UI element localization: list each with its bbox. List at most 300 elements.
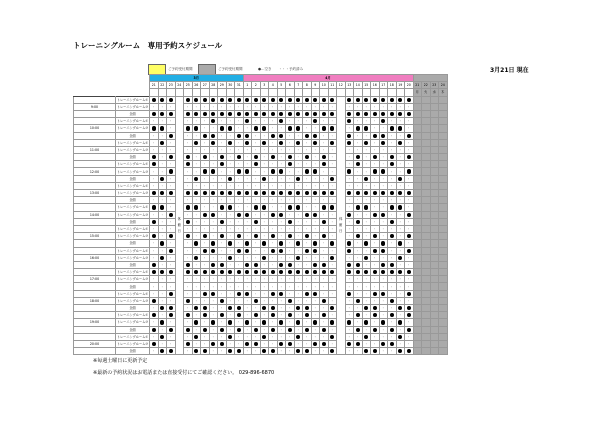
available-slot[interactable] — [320, 326, 329, 333]
available-slot[interactable] — [388, 312, 397, 319]
available-slot[interactable] — [328, 319, 337, 326]
available-slot[interactable] — [371, 190, 380, 197]
available-slot[interactable] — [303, 269, 312, 276]
available-slot[interactable] — [303, 110, 312, 117]
available-slot[interactable] — [158, 139, 167, 146]
available-slot[interactable] — [311, 132, 320, 139]
available-slot[interactable] — [294, 240, 303, 247]
available-slot[interactable] — [362, 240, 371, 247]
available-slot[interactable] — [243, 290, 252, 297]
available-slot[interactable] — [388, 110, 397, 117]
available-slot[interactable] — [218, 190, 227, 197]
available-slot[interactable] — [303, 211, 312, 218]
available-slot[interactable] — [252, 233, 261, 240]
available-slot[interactable] — [379, 190, 388, 197]
available-slot[interactable] — [345, 132, 354, 139]
available-slot[interactable] — [379, 261, 388, 268]
available-slot[interactable] — [167, 312, 176, 319]
available-slot[interactable] — [277, 168, 286, 175]
available-slot[interactable] — [269, 233, 278, 240]
available-slot[interactable] — [311, 261, 320, 268]
available-slot[interactable] — [294, 319, 303, 326]
available-slot[interactable] — [286, 312, 295, 319]
available-slot[interactable] — [218, 161, 227, 168]
available-slot[interactable] — [286, 204, 295, 211]
available-slot[interactable] — [388, 218, 397, 225]
available-slot[interactable] — [235, 110, 244, 117]
available-slot[interactable] — [218, 297, 227, 304]
available-slot[interactable] — [294, 175, 303, 182]
available-slot[interactable] — [226, 190, 235, 197]
available-slot[interactable] — [388, 96, 397, 103]
available-slot[interactable] — [167, 305, 176, 312]
available-slot[interactable] — [260, 348, 269, 355]
available-slot[interactable] — [226, 269, 235, 276]
available-slot[interactable] — [243, 190, 252, 197]
available-slot[interactable] — [252, 110, 261, 117]
available-slot[interactable] — [252, 125, 261, 132]
available-slot[interactable] — [388, 297, 397, 304]
available-slot[interactable] — [269, 247, 278, 254]
available-slot[interactable] — [345, 110, 354, 117]
available-slot[interactable] — [388, 261, 397, 268]
available-slot[interactable] — [243, 118, 252, 125]
available-slot[interactable] — [252, 312, 261, 319]
available-slot[interactable] — [192, 175, 201, 182]
available-slot[interactable] — [388, 269, 397, 276]
available-slot[interactable] — [286, 261, 295, 268]
available-slot[interactable] — [328, 348, 337, 355]
available-slot[interactable] — [209, 168, 218, 175]
available-slot[interactable] — [167, 211, 176, 218]
available-slot[interactable] — [371, 211, 380, 218]
available-slot[interactable] — [354, 110, 363, 117]
available-slot[interactable] — [294, 110, 303, 117]
available-slot[interactable] — [184, 125, 193, 132]
available-slot[interactable] — [150, 190, 159, 197]
available-slot[interactable] — [201, 211, 210, 218]
available-slot[interactable] — [345, 240, 354, 247]
available-slot[interactable] — [252, 326, 261, 333]
available-slot[interactable] — [184, 326, 193, 333]
available-slot[interactable] — [243, 269, 252, 276]
available-slot[interactable] — [388, 154, 397, 161]
available-slot[interactable] — [277, 319, 286, 326]
available-slot[interactable] — [252, 218, 261, 225]
available-slot[interactable] — [252, 96, 261, 103]
available-slot[interactable] — [150, 154, 159, 161]
available-slot[interactable] — [201, 154, 210, 161]
available-slot[interactable] — [328, 139, 337, 146]
available-slot[interactable] — [218, 261, 227, 268]
available-slot[interactable] — [218, 269, 227, 276]
available-slot[interactable] — [167, 326, 176, 333]
available-slot[interactable] — [235, 247, 244, 254]
available-slot[interactable] — [192, 125, 201, 132]
available-slot[interactable] — [345, 340, 354, 347]
available-slot[interactable] — [150, 218, 159, 225]
available-slot[interactable] — [235, 326, 244, 333]
available-slot[interactable] — [405, 211, 414, 218]
available-slot[interactable] — [405, 168, 414, 175]
available-slot[interactable] — [150, 269, 159, 276]
available-slot[interactable] — [328, 175, 337, 182]
available-slot[interactable] — [362, 175, 371, 182]
available-slot[interactable] — [362, 204, 371, 211]
available-slot[interactable] — [260, 204, 269, 211]
available-slot[interactable] — [235, 269, 244, 276]
available-slot[interactable] — [184, 297, 193, 304]
available-slot[interactable] — [277, 190, 286, 197]
available-slot[interactable] — [158, 125, 167, 132]
available-slot[interactable] — [354, 190, 363, 197]
available-slot[interactable] — [209, 96, 218, 103]
available-slot[interactable] — [371, 168, 380, 175]
available-slot[interactable] — [328, 254, 337, 261]
available-slot[interactable] — [269, 190, 278, 197]
available-slot[interactable] — [320, 204, 329, 211]
available-slot[interactable] — [243, 139, 252, 146]
available-slot[interactable] — [235, 132, 244, 139]
available-slot[interactable] — [150, 297, 159, 304]
available-slot[interactable] — [226, 139, 235, 146]
available-slot[interactable] — [379, 247, 388, 254]
available-slot[interactable] — [354, 340, 363, 347]
available-slot[interactable] — [405, 312, 414, 319]
available-slot[interactable] — [362, 190, 371, 197]
available-slot[interactable] — [192, 348, 201, 355]
available-slot[interactable] — [379, 96, 388, 103]
available-slot[interactable] — [303, 305, 312, 312]
available-slot[interactable] — [345, 96, 354, 103]
available-slot[interactable] — [405, 96, 414, 103]
available-slot[interactable] — [362, 269, 371, 276]
available-slot[interactable] — [184, 312, 193, 319]
available-slot[interactable] — [218, 233, 227, 240]
available-slot[interactable] — [218, 340, 227, 347]
available-slot[interactable] — [167, 110, 176, 117]
available-slot[interactable] — [286, 110, 295, 117]
available-slot[interactable] — [218, 110, 227, 117]
available-slot[interactable] — [252, 190, 261, 197]
available-slot[interactable] — [158, 175, 167, 182]
available-slot[interactable] — [184, 261, 193, 268]
available-slot[interactable] — [345, 290, 354, 297]
available-slot[interactable] — [294, 96, 303, 103]
available-slot[interactable] — [354, 312, 363, 319]
available-slot[interactable] — [354, 96, 363, 103]
available-slot[interactable] — [286, 125, 295, 132]
available-slot[interactable] — [235, 233, 244, 240]
available-slot[interactable] — [192, 269, 201, 276]
available-slot[interactable] — [150, 233, 159, 240]
available-slot[interactable] — [379, 118, 388, 125]
available-slot[interactable] — [209, 139, 218, 146]
available-slot[interactable] — [158, 348, 167, 355]
available-slot[interactable] — [388, 326, 397, 333]
available-slot[interactable] — [328, 240, 337, 247]
available-slot[interactable] — [345, 247, 354, 254]
available-slot[interactable] — [192, 254, 201, 261]
available-slot[interactable] — [201, 269, 210, 276]
available-slot[interactable] — [209, 261, 218, 268]
available-slot[interactable] — [192, 305, 201, 312]
available-slot[interactable] — [269, 326, 278, 333]
available-slot[interactable] — [167, 154, 176, 161]
available-slot[interactable] — [192, 240, 201, 247]
available-slot[interactable] — [405, 290, 414, 297]
available-slot[interactable] — [320, 96, 329, 103]
available-slot[interactable] — [286, 326, 295, 333]
available-slot[interactable] — [158, 204, 167, 211]
available-slot[interactable] — [150, 204, 159, 211]
available-slot[interactable] — [209, 340, 218, 347]
available-slot[interactable] — [320, 340, 329, 347]
available-slot[interactable] — [396, 190, 405, 197]
available-slot[interactable] — [226, 333, 235, 340]
available-slot[interactable] — [371, 269, 380, 276]
available-slot[interactable] — [192, 190, 201, 197]
available-slot[interactable] — [209, 118, 218, 125]
available-slot[interactable] — [362, 110, 371, 117]
available-slot[interactable] — [150, 110, 159, 117]
available-slot[interactable] — [252, 297, 261, 304]
available-slot[interactable] — [362, 319, 371, 326]
available-slot[interactable] — [209, 190, 218, 197]
available-slot[interactable] — [235, 305, 244, 312]
available-slot[interactable] — [218, 326, 227, 333]
available-slot[interactable] — [405, 247, 414, 254]
available-slot[interactable] — [235, 154, 244, 161]
available-slot[interactable] — [243, 132, 252, 139]
available-slot[interactable] — [320, 110, 329, 117]
available-slot[interactable] — [167, 290, 176, 297]
available-slot[interactable] — [311, 118, 320, 125]
available-slot[interactable] — [269, 211, 278, 218]
available-slot[interactable] — [277, 110, 286, 117]
available-slot[interactable] — [354, 161, 363, 168]
available-slot[interactable] — [303, 247, 312, 254]
available-slot[interactable] — [362, 139, 371, 146]
available-slot[interactable] — [396, 269, 405, 276]
available-slot[interactable] — [184, 269, 193, 276]
available-slot[interactable] — [388, 161, 397, 168]
available-slot[interactable] — [260, 305, 269, 312]
available-slot[interactable] — [371, 132, 380, 139]
available-slot[interactable] — [235, 190, 244, 197]
available-slot[interactable] — [201, 305, 210, 312]
available-slot[interactable] — [320, 190, 329, 197]
available-slot[interactable] — [226, 240, 235, 247]
available-slot[interactable] — [158, 319, 167, 326]
available-slot[interactable] — [371, 305, 380, 312]
available-slot[interactable] — [252, 204, 261, 211]
available-slot[interactable] — [371, 348, 380, 355]
available-slot[interactable] — [379, 340, 388, 347]
available-slot[interactable] — [345, 211, 354, 218]
available-slot[interactable] — [303, 348, 312, 355]
available-slot[interactable] — [269, 290, 278, 297]
available-slot[interactable] — [218, 154, 227, 161]
available-slot[interactable] — [396, 333, 405, 340]
available-slot[interactable] — [354, 154, 363, 161]
available-slot[interactable] — [201, 290, 210, 297]
available-slot[interactable] — [269, 132, 278, 139]
available-slot[interactable] — [209, 132, 218, 139]
available-slot[interactable] — [354, 233, 363, 240]
available-slot[interactable] — [371, 110, 380, 117]
available-slot[interactable] — [209, 211, 218, 218]
available-slot[interactable] — [328, 125, 337, 132]
available-slot[interactable] — [158, 254, 167, 261]
available-slot[interactable] — [362, 333, 371, 340]
available-slot[interactable] — [311, 96, 320, 103]
available-slot[interactable] — [209, 247, 218, 254]
available-slot[interactable] — [269, 269, 278, 276]
available-slot[interactable] — [405, 190, 414, 197]
available-slot[interactable] — [286, 218, 295, 225]
available-slot[interactable] — [396, 348, 405, 355]
available-slot[interactable] — [388, 340, 397, 347]
available-slot[interactable] — [328, 204, 337, 211]
available-slot[interactable] — [201, 96, 210, 103]
available-slot[interactable] — [396, 305, 405, 312]
available-slot[interactable] — [269, 305, 278, 312]
available-slot[interactable] — [167, 269, 176, 276]
available-slot[interactable] — [379, 240, 388, 247]
available-slot[interactable] — [201, 247, 210, 254]
available-slot[interactable] — [362, 348, 371, 355]
available-slot[interactable] — [201, 312, 210, 319]
available-slot[interactable] — [328, 190, 337, 197]
available-slot[interactable] — [320, 312, 329, 319]
available-slot[interactable] — [379, 269, 388, 276]
available-slot[interactable] — [286, 233, 295, 240]
available-slot[interactable] — [226, 348, 235, 355]
available-slot[interactable] — [277, 132, 286, 139]
available-slot[interactable] — [201, 190, 210, 197]
available-slot[interactable] — [303, 290, 312, 297]
available-slot[interactable] — [260, 110, 269, 117]
available-slot[interactable] — [184, 233, 193, 240]
available-slot[interactable] — [354, 218, 363, 225]
available-slot[interactable] — [277, 261, 286, 268]
available-slot[interactable] — [320, 297, 329, 304]
available-slot[interactable] — [311, 240, 320, 247]
available-slot[interactable] — [371, 290, 380, 297]
available-slot[interactable] — [269, 312, 278, 319]
available-slot[interactable] — [252, 161, 261, 168]
available-slot[interactable] — [405, 132, 414, 139]
available-slot[interactable] — [167, 190, 176, 197]
available-slot[interactable] — [260, 319, 269, 326]
available-slot[interactable] — [150, 312, 159, 319]
available-slot[interactable] — [303, 233, 312, 240]
available-slot[interactable] — [192, 204, 201, 211]
available-slot[interactable] — [311, 290, 320, 297]
available-slot[interactable] — [379, 110, 388, 117]
available-slot[interactable] — [184, 154, 193, 161]
available-slot[interactable] — [209, 240, 218, 247]
available-slot[interactable] — [396, 96, 405, 103]
available-slot[interactable] — [396, 204, 405, 211]
available-slot[interactable] — [311, 110, 320, 117]
available-slot[interactable] — [184, 190, 193, 197]
available-slot[interactable] — [243, 211, 252, 218]
available-slot[interactable] — [311, 247, 320, 254]
available-slot[interactable] — [311, 139, 320, 146]
available-slot[interactable] — [235, 211, 244, 218]
available-slot[interactable] — [320, 154, 329, 161]
available-slot[interactable] — [294, 204, 303, 211]
available-slot[interactable] — [362, 125, 371, 132]
available-slot[interactable] — [311, 190, 320, 197]
available-slot[interactable] — [354, 125, 363, 132]
available-slot[interactable] — [158, 96, 167, 103]
available-slot[interactable] — [260, 240, 269, 247]
available-slot[interactable] — [218, 312, 227, 319]
available-slot[interactable] — [252, 261, 261, 268]
available-slot[interactable] — [396, 139, 405, 146]
available-slot[interactable] — [303, 96, 312, 103]
available-slot[interactable] — [218, 96, 227, 103]
available-slot[interactable] — [235, 348, 244, 355]
available-slot[interactable] — [388, 204, 397, 211]
available-slot[interactable] — [371, 154, 380, 161]
available-slot[interactable] — [388, 125, 397, 132]
available-slot[interactable] — [277, 96, 286, 103]
available-slot[interactable] — [150, 125, 159, 132]
available-slot[interactable] — [328, 333, 337, 340]
available-slot[interactable] — [184, 218, 193, 225]
available-slot[interactable] — [354, 261, 363, 268]
available-slot[interactable] — [260, 96, 269, 103]
available-slot[interactable] — [294, 305, 303, 312]
available-slot[interactable] — [396, 125, 405, 132]
available-slot[interactable] — [158, 240, 167, 247]
available-slot[interactable] — [379, 139, 388, 146]
available-slot[interactable] — [286, 190, 295, 197]
available-slot[interactable] — [405, 326, 414, 333]
available-slot[interactable] — [286, 96, 295, 103]
available-slot[interactable] — [226, 96, 235, 103]
available-slot[interactable] — [184, 161, 193, 168]
available-slot[interactable] — [167, 132, 176, 139]
available-slot[interactable] — [243, 96, 252, 103]
available-slot[interactable] — [192, 96, 201, 103]
available-slot[interactable] — [226, 319, 235, 326]
available-slot[interactable] — [371, 247, 380, 254]
available-slot[interactable] — [201, 233, 210, 240]
available-slot[interactable] — [294, 125, 303, 132]
available-slot[interactable] — [158, 110, 167, 117]
available-slot[interactable] — [286, 340, 295, 347]
available-slot[interactable] — [371, 96, 380, 103]
available-slot[interactable] — [294, 333, 303, 340]
available-slot[interactable] — [345, 139, 354, 146]
available-slot[interactable] — [167, 348, 176, 355]
available-slot[interactable] — [252, 340, 261, 347]
available-slot[interactable] — [260, 254, 269, 261]
available-slot[interactable] — [192, 319, 201, 326]
available-slot[interactable] — [235, 96, 244, 103]
available-slot[interactable] — [354, 269, 363, 276]
available-slot[interactable] — [150, 96, 159, 103]
available-slot[interactable] — [286, 269, 295, 276]
available-slot[interactable] — [294, 190, 303, 197]
available-slot[interactable] — [218, 218, 227, 225]
available-slot[interactable] — [167, 96, 176, 103]
